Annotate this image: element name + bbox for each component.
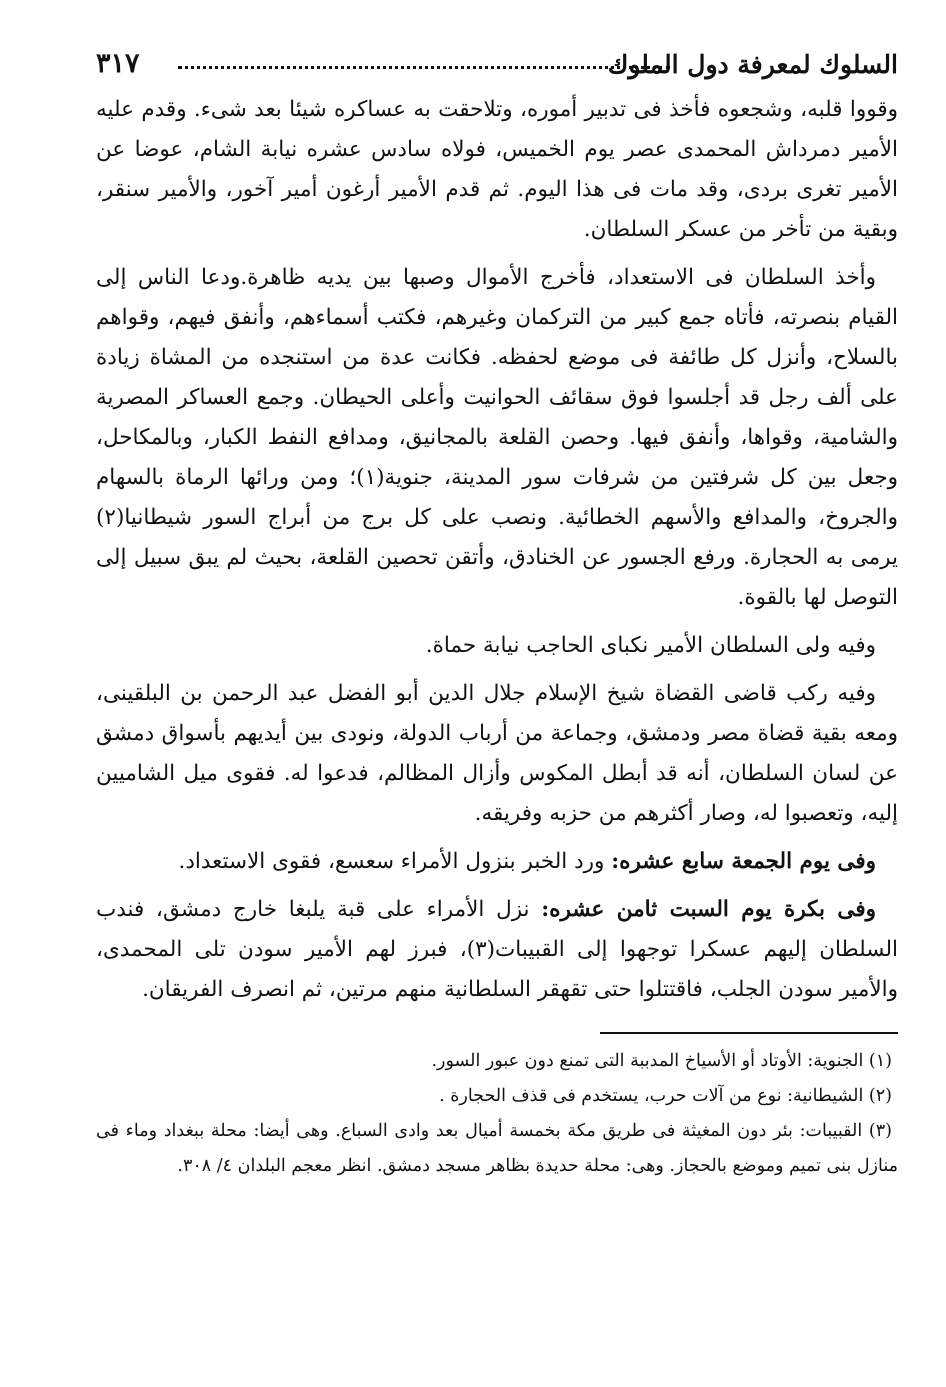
footnote: (٣) القبيبات: بئر دون المغيثة فى طريق مكة بخمسة أميال بعد وادى السباع. وهى أيضا: محلة ببغداد وماء فى منازل بنى تميم وموضع بالحجاز. وهى: محلة حديدة بظاهر مسجد دمشق. انظر معجم البلدان ٤/ ٣٠٨.	[96, 1121, 898, 1176]
footnote: (١) الجنوية: الأوتاد أو الأسياخ المدببة التى تمنع دون عبور السور.	[431, 1051, 892, 1071]
paragraph-text: وقووا قلبه، وشجعوه فأخذ فى تدبير أموره، وتلاحقت به عساكره شيئا بعد شىء. وقدم عليه الأمير دمرداش المحمدى عصر يوم الخميس، فولاه سادس عشره نيابة الشام، عوضا عن الأمير تغرى بردى، وقد مات فى هذا اليوم. ثم قدم الأمير أرغون أمير آخور، والأمير سنقر، وبقية من تأخر من عسكر السلطان.	[96, 97, 898, 242]
paragraph	[96, 258, 898, 618]
page-number: ٣١٧	[96, 48, 140, 79]
main-text	[96, 90, 898, 1010]
paragraph	[96, 90, 898, 250]
paragraph	[96, 674, 898, 834]
paragraph-text: نزل الأمراء على قبة يلبغا خارج دمشق، فندب السلطان إليهم عسكرا توجهوا إلى القبيبات(٣)، فبرز لهم الأمير سودن تلى المحمدى، والأمير سودن الجلب، فاقتتلوا حتى تقهقر السلطانية منهم مرتين، ثم انصرف الفريقان.	[96, 897, 898, 1002]
book-title: السلوك لمعرفة دول الملوك	[607, 50, 898, 79]
paragraph-text: وأخذ السلطان فى الاستعداد، فأخرج الأموال وصبها بين يديه ظاهرة.ودعا الناس إلى القيام بنصرته، فأتاه جمع كبير من التركمان وغيرهم، فكتب أسماءهم، وأنفق فيهم، وقواهم بالسلاح، وأنزل كل طائفة فى موضع لحفظه. فكانت عدة من استنجده من المشاة زيادة على ألف رجل قد أجلسوا فوق سقائف الحوانيت وأعلى الحيطان. وجمع العساكر المصرية والشامية، وقواها، وأنفق فيها. وحصن القلعة بالمجانيق، ومدافع النفط الكبار، وبالمكاحل، وجعل بين كل شرفتين من شرفات سور المدينة، جنوية(١)؛ ومن ورائها الرماة بالسهام والجروخ، والمدافع والأسهم الخطائية. ونصب على كل برج من أبراج السور شيطانيا(٢) يرمى به الحجارة. ورفع الجسور عن الخنادق، وأتقن تحصين القلعة، بحيث لم يبق سبيل إلى التوصل لها بالقوة.	[96, 265, 898, 610]
footnotes	[96, 1044, 898, 1184]
paragraph	[96, 890, 898, 1010]
paragraph-text: ورد الخبر بنزول الأمراء سعسع، فقوى الاستعداد.	[178, 849, 605, 874]
paragraph	[96, 626, 898, 666]
header-leader-dots	[178, 66, 670, 69]
paragraph	[96, 842, 898, 882]
footnote-divider	[600, 1032, 898, 1034]
paragraph-lead: وفى يوم الجمعة سابع عشره:	[611, 849, 876, 874]
footnote: (٢) الشيطانية: نوع من آلات حرب، يستخدم فى قذف الحجارة .	[439, 1086, 892, 1106]
page-content	[96, 44, 898, 1357]
paragraph-text: وفيه ركب قاضى القضاة شيخ الإسلام جلال الدين أبو الفضل عبد الرحمن بن البلقينى، ومعه بقية قضاة مصر ودمشق، وجماعة من أرباب الدولة، ونودى بين أيديهم بأسواق دمشق عن لسان السلطان، أنه قد أبطل المكوس وأزال المظالم، فدعوا له. فقوى ميل الشاميين إليه، وتعصبوا له، وصار أكثرهم من حزبه وفريقه.	[96, 681, 898, 826]
paragraph-text: وفيه ولى السلطان الأمير نكباى الحاجب نيابة حماة.	[425, 633, 876, 658]
paragraph-lead: وفى بكرة يوم السبت ثامن عشره:	[541, 897, 877, 922]
running-header	[96, 44, 898, 90]
